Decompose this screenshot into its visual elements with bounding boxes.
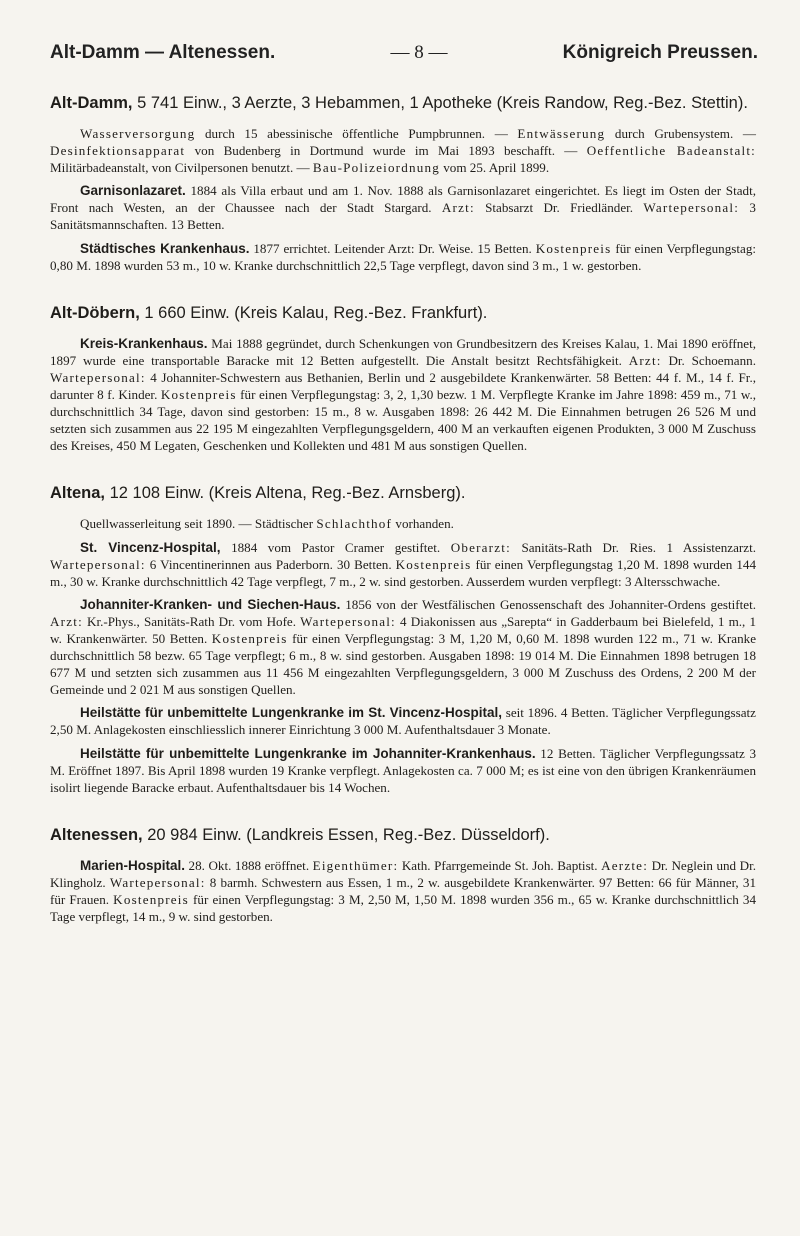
spaced-term: Oeffentliche Badeanstalt: <box>586 143 756 159</box>
header-left: Alt-Damm — Altenessen. <box>50 42 276 63</box>
text-run: 6 Vincentinerinnen aus Paderborn. 30 Betten. <box>145 556 396 572</box>
entry-place-details: 1 660 Einw. (Kreis Kalau, Reg.-Bez. Frankfurt). <box>139 303 488 322</box>
entry-place-details: 20 984 Einw. (Landkreis Essen, Reg.-Bez. Düsseldorf). <box>142 825 550 844</box>
text-run: 4 Diakonissen aus „Sarepta“ in Gadderbaum bei Bielefeld, 1 m., 1 w. Krankenwärter. 50 Betten. <box>50 613 757 646</box>
institution-heading: Städtisches Krankenhaus. <box>80 240 250 256</box>
text-run: 1877 errichtet. Leitender Arzt: Dr. Weise. 15 Betten. <box>249 240 536 256</box>
entry-title <box>50 482 756 505</box>
spaced-term: Kostenpreis <box>535 240 612 256</box>
header-right: Königreich Preussen. <box>562 42 758 63</box>
running-header <box>50 42 758 64</box>
text-run: seit 1896. 4 Betten. Täglicher Verpflegungssatz 2,50 M. Anlagekosten einschliesslich innerer Einrichtung 3 000 M. Aufenthaltsdauer 3 Monate. <box>50 705 756 738</box>
entry-place-name: Alt-Döbern, <box>50 303 140 322</box>
page-content <box>50 92 756 931</box>
entry-place-name: Alt-Damm, <box>50 94 133 112</box>
spaced-term: Wasserversorgung <box>80 126 196 141</box>
text-run: Kath. Pfarrgemeinde St. Joh. Baptist. <box>398 857 602 873</box>
entry-paragraph <box>50 745 756 796</box>
spaced-term: Arzt: <box>628 352 662 368</box>
institution-heading: Garnisonlazaret. <box>80 183 186 199</box>
text-run: 28. Okt. 1888 eröffnet. <box>185 857 313 873</box>
spaced-term: Bau-Polizeiordnung <box>312 160 440 176</box>
spaced-term: Oberarzt: <box>450 539 511 555</box>
text-run: Mai 1888 gegründet, durch Schenkungen von Grundbesitzern des Kreises Kalau, 1. Mai 1890 eröffnet, 1897 wurde eine transportable Baracke mit 12 Betten aufgestellt. Die Anstalt besitzt Rechtsfähigkeit. <box>50 335 756 368</box>
text-run: durch 15 abessinische öffentliche Pumpbrunnen. — <box>195 126 518 141</box>
text-run: 1884 als Villa erbaut und am 1. Nov. 1888 als Garnisonlazaret eingerichtet. Es liegt im Osten der Stadt, Front nach Westen, an der Chaussee nach der Stadt Stargard. <box>50 183 756 216</box>
text-run: durch Grubensystem. — <box>605 126 756 141</box>
entry-paragraph <box>50 335 756 455</box>
section-gap <box>50 280 756 302</box>
text-run: von Budenberg in Dortmund wurde im Mai 1893 beschafft. — <box>185 143 587 159</box>
text-run: 12 Betten. Täglicher Verpflegungssatz 3 M. Eröffnet 1897. Bis April 1898 wurden 19 Kranke verpflegt. Anlagekosten ca. 7 000 M; es ist eine von den übrigen Krankenräumen isolirt liegende Baracke erbaut. Aufenthaltsdauer bis 14 Wochen. <box>50 745 756 795</box>
spaced-term: Wartepersonal: <box>643 200 740 216</box>
section-gap <box>50 460 756 482</box>
institution-heading: Johanniter-Kranken- und Siechen-Haus. <box>80 596 341 612</box>
page-number: — 8 — <box>390 42 448 63</box>
institution-heading: Heilstätte für unbemittelte Lungenkranke im Johanniter-Krankenhaus. <box>80 745 536 761</box>
spaced-term: Arzt: <box>50 613 83 629</box>
text-run: 3 Sanitätsmannschaften. 13 Betten. <box>50 200 756 233</box>
entry-place-name: Altenessen, <box>50 825 143 844</box>
spaced-term: Wartepersonal: <box>50 369 146 385</box>
text-run: Dr. Schoemann. <box>661 352 756 368</box>
spaced-term: Wartepersonal: <box>50 556 146 572</box>
section-gap <box>50 802 756 824</box>
text-run: 8 barmh. Schwestern aus Essen, 1 m., 2 w. ausgebildete Krankenwärter. 97 Betten: 66 für Männer, 31 für Frauen. <box>50 874 757 907</box>
spaced-term: Schlachthof <box>316 516 393 532</box>
institution-heading: Marien-Hospital. <box>80 857 186 873</box>
spaced-term: Kostenpreis <box>211 630 288 646</box>
text-run: Sanitäts-Rath Dr. Ries. 1 Assistenzarzt. <box>510 539 756 555</box>
entry-paragraph <box>50 704 756 738</box>
text-run: für einen Verpflegungstag: 3, 2, 1,30 bezw. 1 M. Verpflegte Kranke im Jahre 1898: 459 m., 71 w., durchschnittlich 34 Tage, davon sind gestorben: 15 m., 8 w. Ausgaben 1898: 26 442 M. Die Einnahmen betrugen 26 526 M und setzten sich zusammen aus 22 195 M eingezahlten Verpflegungsgeldern, 400 M an verkauften eigenen Produkten, 3 000 M Zuschuss des Kreises, 450 M Legaten, Geschenken und Kollekten und 481 M aus sonstigen Quellen. <box>50 387 757 454</box>
entry-place-name: Altena, <box>50 484 106 503</box>
text-run: Quellwasserleitung seit 1890. — Städtischer <box>80 516 317 532</box>
entry-paragraph <box>50 125 756 176</box>
entry-paragraph <box>50 539 756 590</box>
text-run: Dr. Neglein und Dr. Klingholz. <box>50 857 757 890</box>
entry-paragraph <box>50 596 756 699</box>
spaced-term: Wartepersonal: <box>109 874 206 890</box>
text-run: für einen Verpflegungstag: 0,80 M. 1898 wurden 53 m., 10 w. Kranke durchschnittlich 22,5 Tage verpflegt, davon sind 3 m., 1 w. gestorben. <box>50 240 757 273</box>
entry-place-details: 12 108 Einw. (Kreis Altena, Reg.-Bez. Arnsberg). <box>105 484 466 503</box>
spaced-term: Entwässerung <box>517 126 606 141</box>
text-run: 4 Johanniter-Schwestern aus Bethanien, Berlin und 2 ausgebildete Krankenwärter. 58 Betten: 44 f. M., 14 f. Fr., darunter 8 f. Kinder. <box>50 369 756 403</box>
spaced-term: Eigenthümer: <box>312 857 399 873</box>
spaced-term: Arzt: <box>441 200 475 216</box>
entry-paragraph <box>50 515 756 532</box>
text-run: vorhanden. <box>392 516 454 532</box>
text-run: für einen Verpflegungstag 1,20 M. 1898 wurden 144 m., 30 w. Kranke durchschnittlich 42 Tage verpflegt, 7 m., 2 w. sind gestorben. Ausserdem wurden verpflegt: 3 Altersschwache. <box>50 556 757 589</box>
entry-title <box>50 824 756 847</box>
entry-paragraph <box>50 182 756 233</box>
text-run: für einen Verpflegungstag: 3 M, 2,50 M, 1,50 M. 1898 wurden 356 m., 65 w. Kranke durchschnittlich 34 Tage verpflegt, 14 m., 9 w. sind gestorben. <box>50 892 757 925</box>
entry-paragraph <box>50 240 756 274</box>
spaced-term: Aerzte: <box>601 857 649 873</box>
text-run: vom 25. April 1899. <box>439 160 550 176</box>
entry-title <box>50 92 756 115</box>
spaced-term: Desinfektionsapparat <box>50 143 186 159</box>
spaced-term: Kostenpreis <box>160 387 237 403</box>
entry-title <box>50 302 756 325</box>
institution-heading: St. Vincenz-Hospital, <box>80 539 221 555</box>
institution-heading: Kreis-Krankenhaus. <box>80 335 208 351</box>
text-run: Stabsarzt Dr. Friedländer. <box>474 200 644 216</box>
text-run: 1884 vom Pastor Cramer gestiftet. <box>220 539 451 555</box>
entry-place-details: 5 741 Einw., 3 Aerzte, 3 Hebammen, 1 Apotheke (Kreis Randow, Reg.-Bez. Stettin). <box>132 94 748 112</box>
text-run: für einen Verpflegungstag: 3 M, 1,20 M, 0,60 M. 1898 wurden 122 m., 71 w. Kranke durchschnittlich 58 bezw. 65 Tage verpflegt; 6 m., 8 w. sind gestorben. Ausgaben 1898: 19 014 M. Die Einnahmen 1898 betrugen 18 677 M und setzten sich zusammen aus 11 456 M eingezahlten Verpflegungsgeldern, 3 000 M Zuschuss des Ordens, 2 200 M der Gemeinde und 2 021 M aus sonstigen Quellen. <box>50 630 757 698</box>
text-run: Kr.-Phys., Sanitäts-Rath Dr. vom Hofe. <box>82 613 301 629</box>
spaced-term: Kostenpreis <box>113 892 189 907</box>
text-run: 1856 von der Westfälischen Genossenschaft des Johanniter-Ordens gestiftet. <box>340 596 756 612</box>
text-run: Militärbadeanstalt, von Civilpersonen benutzt. — <box>50 160 313 176</box>
spaced-term: Wartepersonal: <box>300 613 396 629</box>
spaced-term: Kostenpreis <box>395 556 472 572</box>
institution-heading: Heilstätte für unbemittelte Lungenkranke im St. Vincenz-Hospital, <box>80 705 502 721</box>
entry-paragraph <box>50 857 756 925</box>
